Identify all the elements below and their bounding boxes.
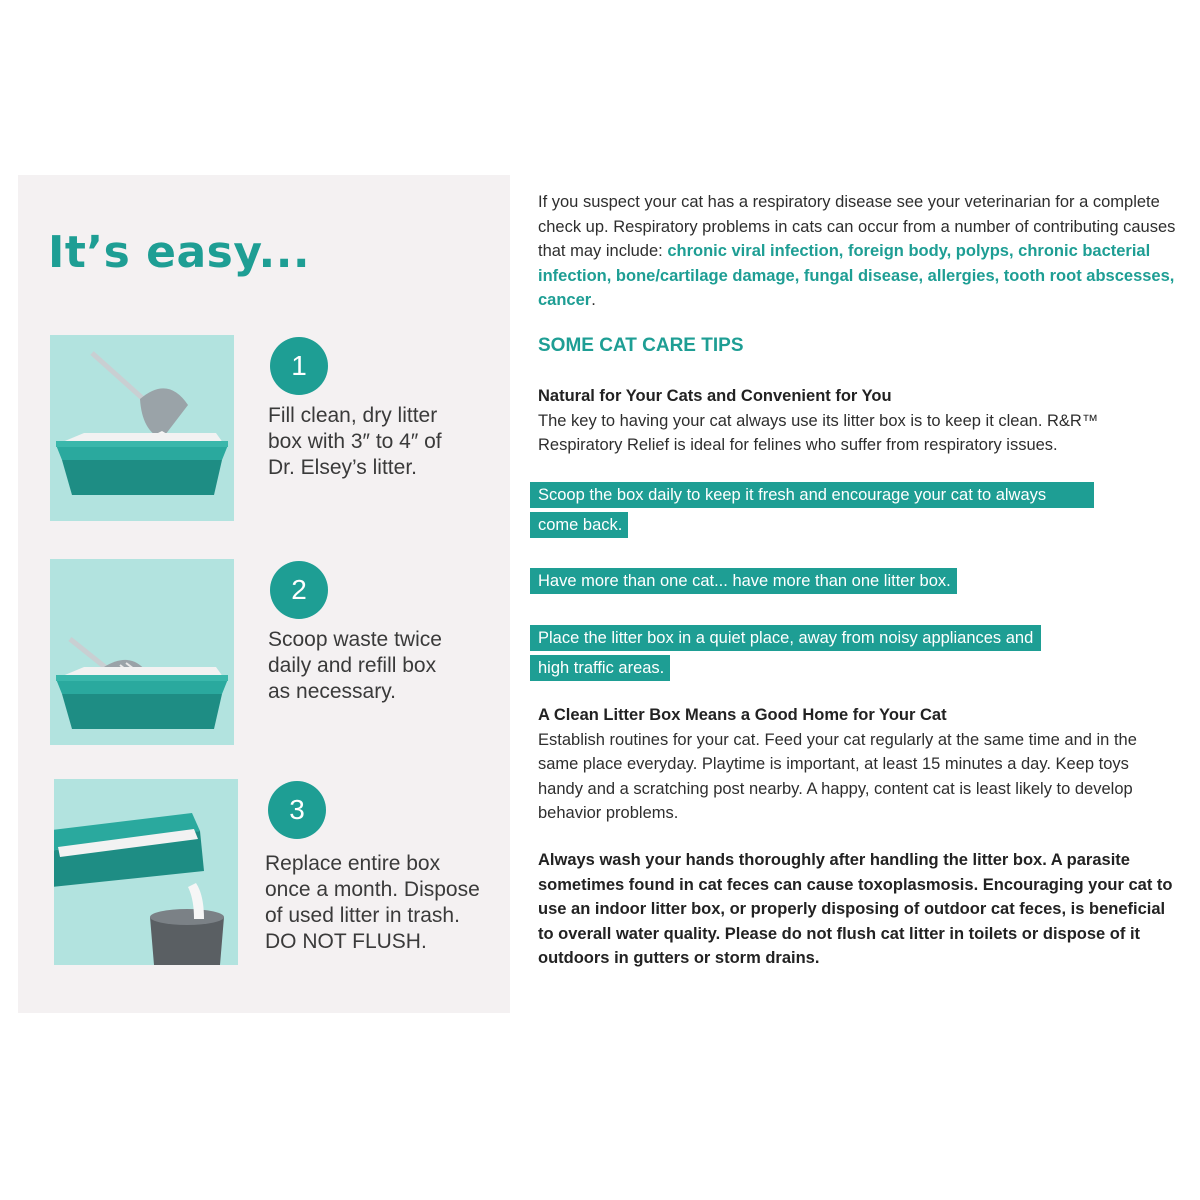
highlight-tip-scoop-line1: Scoop the box daily to keep it fresh and encourage your cat to always: [530, 482, 1094, 508]
litter-box-fill-illustration: [50, 335, 234, 521]
highlight-tip-quiet-place: [530, 625, 1041, 685]
highlight-tip-multiple-boxes-text: Have more than one cat... have more than one litter box.: [530, 568, 957, 594]
highlight-tip-quiet-place-line1: Place the litter box in a quiet place, away from noisy appliances and: [530, 625, 1041, 651]
intro-paragraph: [538, 190, 1178, 313]
step-text-1: Fill clean, dry litter box with 3″ to 4″ of Dr. Elsey’s litter.: [268, 404, 442, 479]
highlight-tip-scoop: [530, 482, 1094, 542]
step-3: [18, 779, 510, 979]
section-clean-box-heading: A Clean Litter Box Means a Good Home for Your Cat: [538, 706, 947, 724]
instructions-panel: [18, 175, 510, 1013]
scoop-waste-illustration: [50, 559, 234, 745]
step-text-3: Replace entire box once a month. Dispose of used litter in trash. DO NOT FLUSH.: [265, 852, 480, 953]
hygiene-warning: Always wash your hands thoroughly after handling the litter box. A parasite sometimes found in cat feces can cause toxoplasmosis. Encouraging your cat to use an indoor litter box, or properly disposing of outdoor cat feces, is beneficial to overall water quality. Please do not flush cat litter in toilets or dispose of it outdoors in gutters or storm drains.: [538, 851, 1173, 967]
replace-box-illustration: [54, 779, 238, 965]
step-2: [18, 559, 510, 745]
step-text-2: Scoop waste twice daily and refill box as necessary.: [268, 628, 442, 703]
step-number-2: 2: [270, 561, 328, 619]
section-clean-box-body: Establish routines for your cat. Feed your cat regularly at the same time and in the same place everyday. Playtime is important, at least 15 minutes a day. Keep toys handy and a scratching post nearby. A happy, content cat is least likely to develop behavior problems.: [538, 730, 1137, 822]
section-natural-body: The key to having your cat always use its litter box is to keep it clean. R&R™ Respiratory Relief is ideal for felines who suffer from respiratory issues.: [538, 411, 1099, 454]
step-number-1: 1: [270, 337, 328, 395]
step-1: [18, 335, 510, 521]
highlight-tip-multiple-boxes: [530, 568, 957, 598]
highlight-tip-scoop-line2: come back.: [530, 512, 628, 538]
section-clean-box: [538, 703, 1178, 826]
intro-end: .: [591, 291, 596, 309]
section-natural: [538, 384, 1178, 458]
highlight-tip-quiet-place-line2: high traffic areas.: [530, 655, 670, 681]
intro-text: If you suspect your cat has a respiratory disease see your veterinarian for a complete check up. Respiratory problems in cats can occur from a number of contributing causes that may include:: [538, 193, 1176, 260]
tips-heading: SOME CAT CARE TIPS: [538, 335, 744, 356]
section-natural-heading: Natural for Your Cats and Convenient for You: [538, 387, 892, 405]
step-number-3: 3: [268, 781, 326, 839]
intro-causes: chronic viral infection, foreign body, polyps, chronic bacterial infection, bone/cartilage damage, fungal disease, allergies, tooth root abscesses, cancer: [538, 242, 1175, 309]
headline: It’s easy...: [48, 227, 311, 278]
